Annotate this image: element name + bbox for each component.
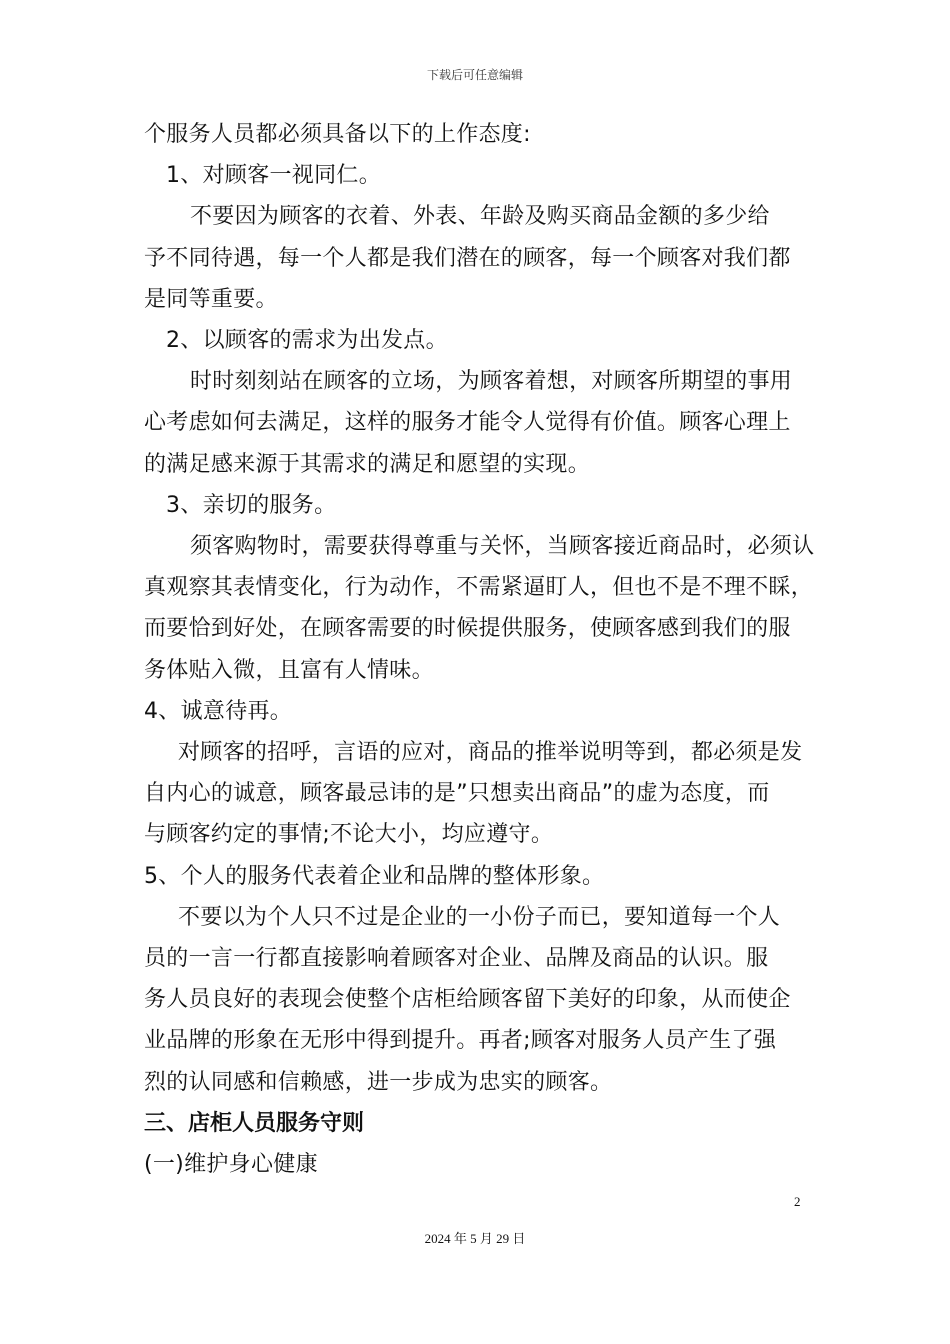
paragraph-line: 与顾客约定的事情;不论大小，均应遵守。	[144, 822, 554, 848]
list-heading-4: 4、诚意待再。	[144, 698, 293, 724]
paragraph-line: 自内心的诚意，顾客最忌讳的是”只想卖出商品”的虚为态度，而	[144, 781, 770, 807]
paragraph-line: 心考虑如何去满足，这样的服务才能令人觉得有价值。顾客心理上	[144, 410, 791, 436]
list-heading-3: 3、亲切的服务。	[166, 492, 337, 518]
paragraph-line: 务体贴入微，且富有人情味。	[144, 657, 434, 683]
footer-date: 2024 年 5 月 29 日	[424, 1231, 526, 1246]
paragraph-line: 不要以为个人只不过是企业的一小份子而已，要知道每一个人	[178, 904, 781, 930]
paragraph-line: 不要因为顾客的衣着、外表、年龄及购买商品金额的多少给	[190, 204, 770, 230]
paragraph-line: 真观察其表情变化，行为动作，不需紧逼盯人，但也不是不理不睬，	[144, 575, 814, 601]
paragraph-line: 对顾客的招呼，言语的应对，商品的推举说明等到，都必须是发	[178, 740, 803, 766]
paragraph-line: 时时刻刻站在顾客的立场，为顾客着想，对顾客所期望的事用	[190, 369, 793, 395]
paragraph-line: 个服务人员都必须具备以下的上作态度:	[144, 122, 531, 147]
paragraph-line: 是同等重要。	[144, 286, 278, 312]
paragraph-line: 须客购物时，需要获得尊重与关怀，当顾客接近商品时，必须认	[190, 534, 815, 560]
paragraph-line: 务人员良好的表现会使整个店柜给顾客留下美好的印象，从而使企	[144, 987, 791, 1013]
page-number: 2	[794, 1194, 801, 1209]
paragraph-line: 予不同待遇，每一个人都是我们潜在的顾客，每一个顾客对我们都	[144, 245, 791, 271]
list-heading-5: 5、个人的服务代表着企业和品牌的整体形象。	[144, 863, 605, 889]
paragraph-line: 烈的认同感和信赖感，进一步成为忠实的顾客。	[144, 1069, 613, 1095]
subsection-heading: (一)维护身心健康	[144, 1152, 318, 1178]
paragraph-line: 的满足感来源于其需求的满足和愿望的实现。	[144, 451, 591, 477]
paragraph-line: 而要恰到好处，在顾客需要的时候提供服务，使顾客感到我们的服	[144, 616, 791, 642]
section-heading: 三、店柜人员服务守则	[144, 1110, 365, 1136]
paragraph-line: 员的一言一行都直接影响着顾客对企业、品牌及商品的认识。服	[144, 946, 769, 972]
document-body	[144, 114, 815, 1185]
page-header: 下载后可任意编辑	[426, 68, 523, 82]
list-heading-1: 1、对顾客一视同仁。	[166, 163, 381, 189]
list-heading-2: 2、以顾客的需求为出发点。	[166, 328, 448, 354]
paragraph-line: 业品牌的形象在无形中得到提升。再者;顾客对服务人员产生了强	[144, 1028, 777, 1054]
